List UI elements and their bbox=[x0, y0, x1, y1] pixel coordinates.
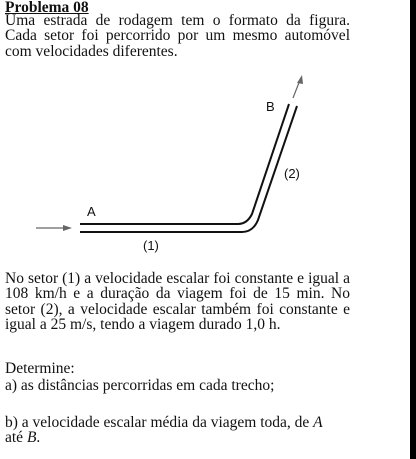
question-b-suffix: . bbox=[36, 429, 41, 447]
road-line-outer bbox=[80, 104, 289, 224]
point-a: A bbox=[313, 414, 323, 431]
arrow-head-up-icon bbox=[297, 75, 303, 84]
question-b-prefix: b) a velocidade escalar média da viagem toda, de bbox=[5, 414, 314, 431]
question-b-mid: até bbox=[5, 429, 27, 447]
road-line-inner bbox=[80, 106, 297, 232]
label-b: B bbox=[266, 99, 275, 114]
problem-paragraph: No setor (1) a velocidade escalar foi constante e igual a 108 km/h e a duração da viagem foi de 15 min. No setor (2), a velocidade escalar também foi constante e igual a 25 m/s, tendo a viagem durado 1,0 h. bbox=[5, 270, 350, 334]
question-b bbox=[5, 415, 350, 446]
right-edge-bar bbox=[410, 0, 416, 459]
point-b: B bbox=[26, 429, 37, 447]
arrow-head-left-icon bbox=[63, 225, 72, 231]
label-sector-2: (2) bbox=[284, 166, 300, 181]
question-a: a) as distâncias percorridas em cada trecho; bbox=[5, 377, 275, 394]
determine-label: Determine: bbox=[5, 360, 75, 377]
problem-intro: Uma estrada de rodagem tem o formato da figura. Cada setor foi percorrido por um mesmo automóvel com velocidades diferentes. bbox=[5, 12, 350, 60]
problem-title: Problema 08 bbox=[5, 0, 89, 16]
label-a: A bbox=[87, 204, 96, 219]
label-sector-1: (1) bbox=[143, 238, 159, 253]
